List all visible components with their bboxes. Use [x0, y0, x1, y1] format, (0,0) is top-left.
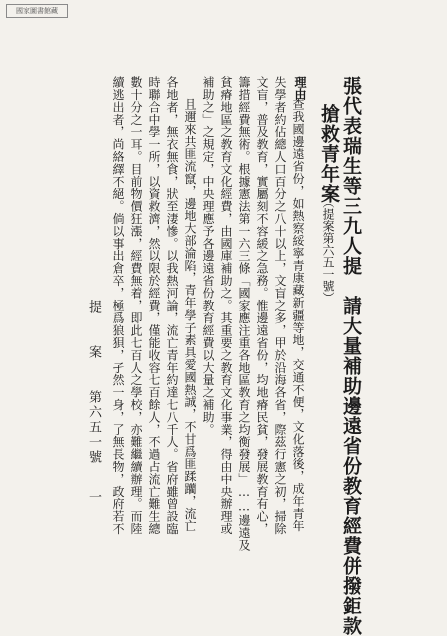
body-line: 補助之」之規定，中央理應予各邊遠省份教育經費以大量之補助。: [201, 76, 215, 436]
body-line: 數十分之一耳。目前物價狂漲，經費無着，即此七百人之學校，亦難繼續辦理。而陸: [129, 76, 143, 535]
body-line: 籌措經費無術。根據憲法第一六三條「國家應注重各地區教育之均衡發展」……邊遠及: [237, 76, 251, 552]
body-line: 各地者，無衣無食，狀至淒慘。以我熱河論，流亡青年約達七八千人。省府雖曾設臨: [165, 76, 179, 535]
proposal-subtitle: 搶救青年案: [318, 104, 340, 204]
body-line: 續逃出者，尚絡繹不絕。倘以事出倉卒，極爲狼狽，孑然一身，了無長物，政府若不: [111, 76, 125, 535]
body-line: 時聯合中學一所，以資救濟，然以限於經費，僅能收容七百餘人，不過占流亡難生總: [147, 76, 161, 535]
reason-label: 理由: [293, 76, 307, 100]
body-line: 貧瘠地區之教育文化經費，由國庫補助之。其重要之教育文化事業，得由中央辦理或: [219, 76, 233, 535]
proposal-title: 張代表瑞生等三九人提 請大量補助邊遠省份教育經費併撥鉅款: [340, 76, 362, 636]
library-stamp: 國家圖書館藏: [6, 4, 68, 18]
body-line: 查我國邊遠省份，如熱察綏寧青康藏新疆等地，交通不便，文化落後，成年青年: [291, 98, 305, 532]
body-line: 失學者約佔總人口百分之八十以上，文盲之多，甲於沿海各省，際茲行憲之初，掃除: [273, 76, 287, 535]
page-number: 一: [86, 490, 101, 503]
body-line: 文盲，普及教育，實屬刻不容緩之急務。惟邊遠省份，均地瘠民貧，發展教育有心，: [255, 76, 269, 535]
body-line: 且邇來共匪流竄，邊地大部淪陷，青年學子素具愛國熱誠，不甘爲匪蹂躪，流亡: [183, 98, 197, 532]
case-number: （提案第六五一號）: [321, 196, 335, 304]
page-footer: 提 案 第六五一號: [86, 300, 101, 465]
